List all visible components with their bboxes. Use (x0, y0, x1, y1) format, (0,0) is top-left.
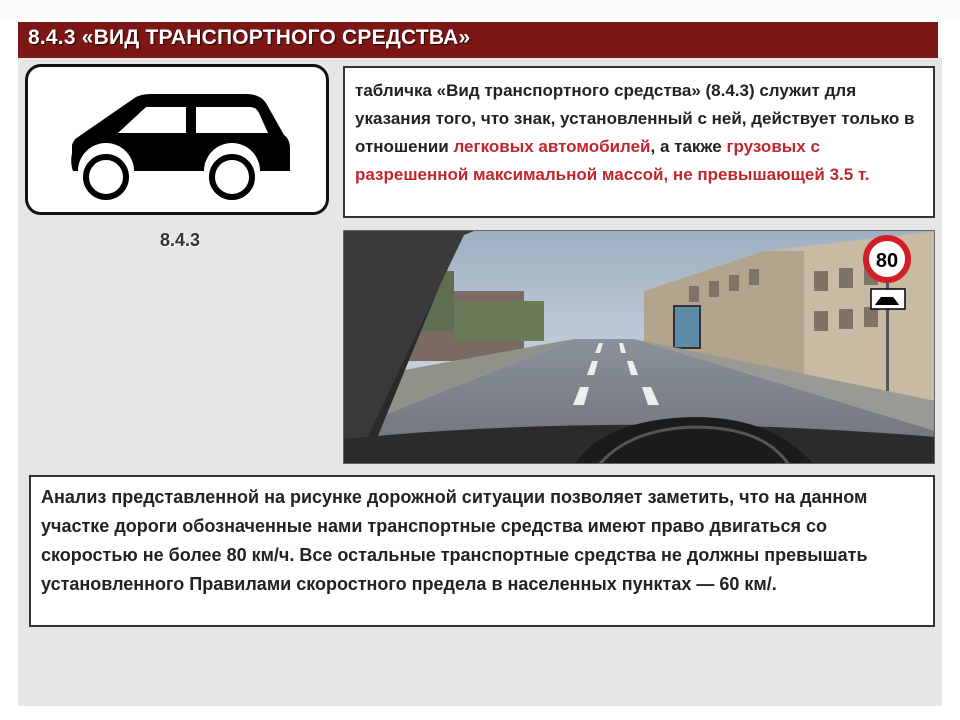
analysis-text: Анализ представленной на рисунке дорожной ситуации позволяет заметить, что на данном участке дороги обозначенные нами транспортные средства имеют право двигаться со скоростью не более 80 км/ч. Все остальные транспортные средства не должны превышать установленного Правилами скоростного предела в населенных пунктах — 60 км/. (41, 487, 868, 594)
road-photo (343, 230, 935, 464)
speed-limit-sign: 80 (875, 250, 899, 272)
highlight-trucks: грузовых с разрешенной максимальной массой, не превышающей 3.5 т. (355, 137, 870, 184)
analysis-box (29, 475, 935, 627)
sign-code-label: 8.4.3 (159, 230, 201, 250)
description-box (343, 66, 935, 218)
car-icon (28, 67, 326, 212)
description-text-2: , а также (650, 137, 727, 156)
title-bar (18, 22, 938, 58)
highlight-cars: легковых автомобилей (453, 137, 651, 156)
sign-plate (25, 64, 329, 215)
top-stripe (0, 0, 960, 18)
description-text: табличка «Вид транспортного средства» (8.4.3) служит для указания того, что знак, установленный с ней, действует только в отношении (355, 81, 915, 156)
page-title: 8.4.3 «ВИД ТРАНСПОРТНОГО СРЕДСТВА» (28, 26, 471, 49)
road-scene-illustration (344, 231, 935, 464)
